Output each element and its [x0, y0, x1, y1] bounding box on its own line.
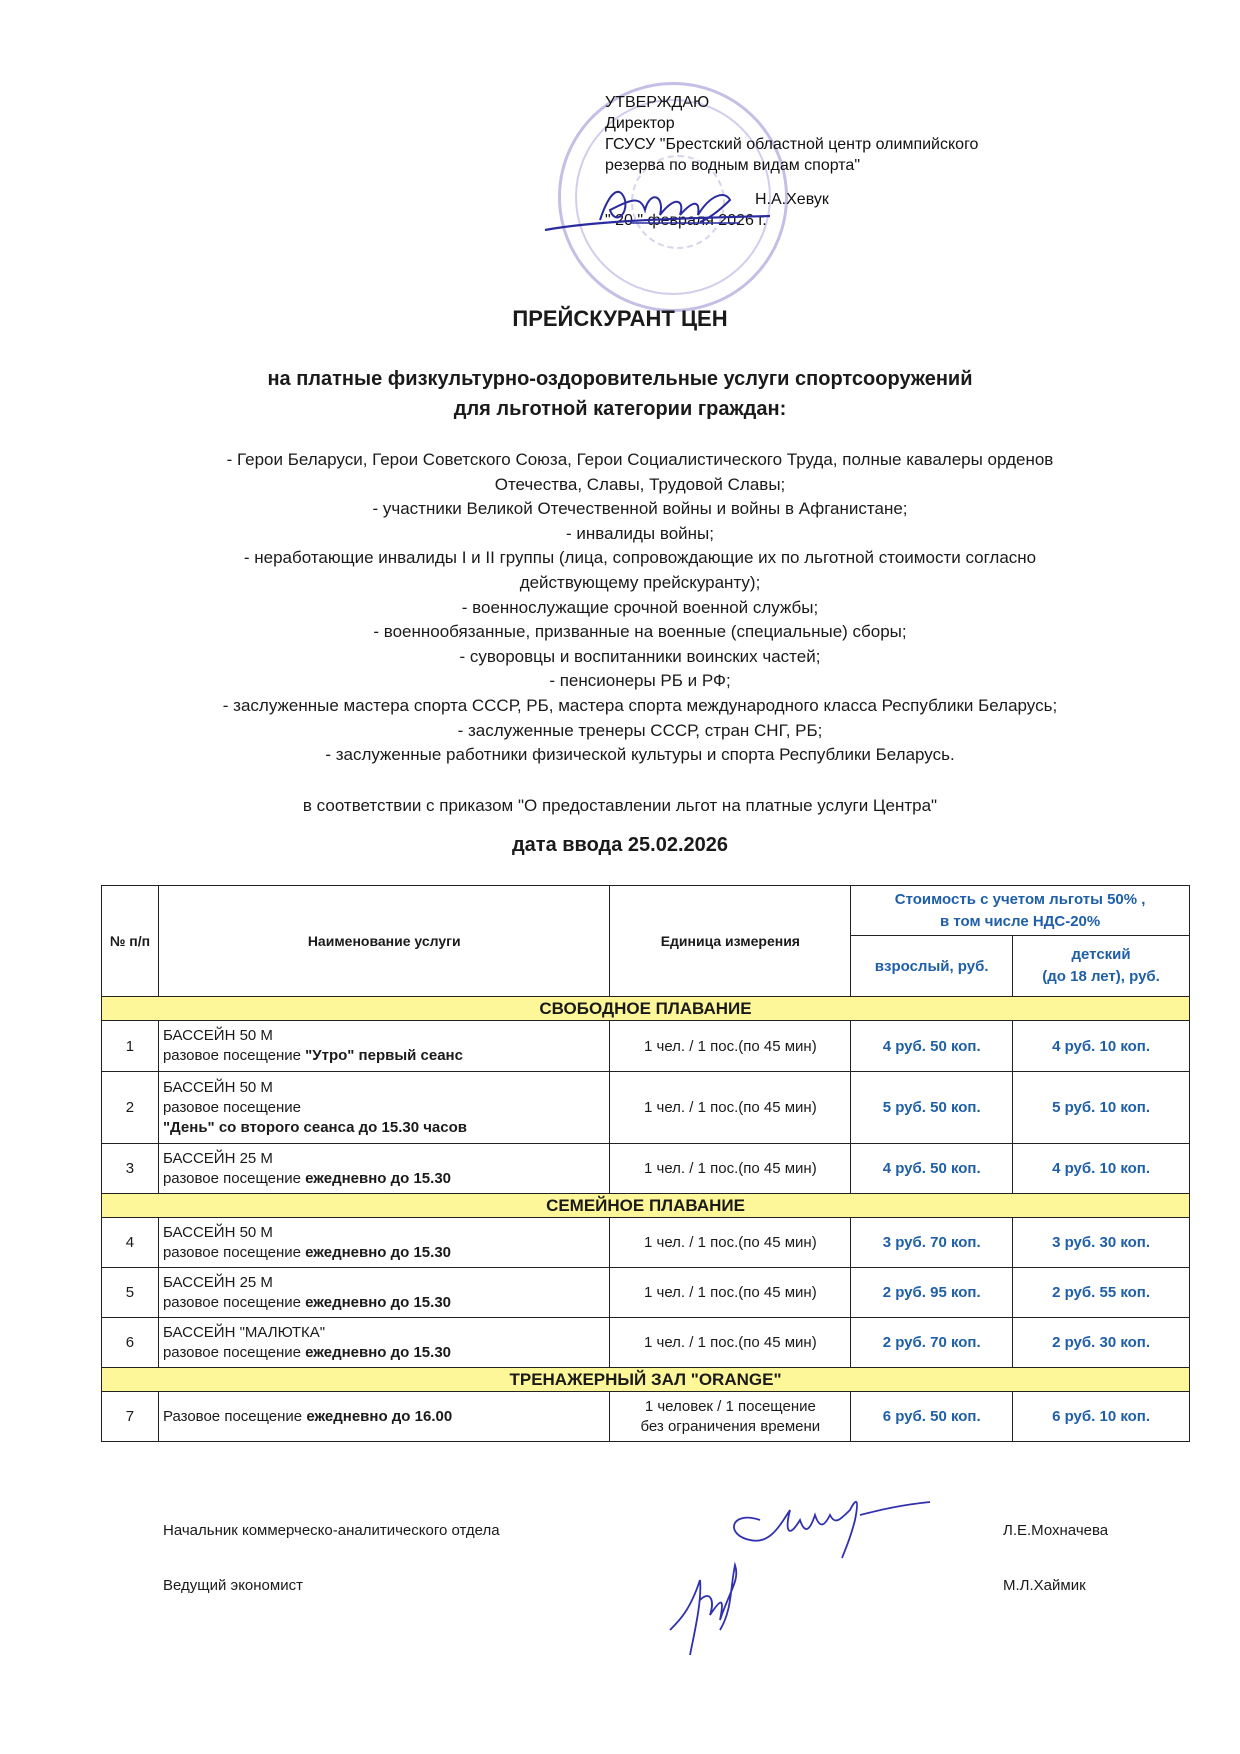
director-signature-icon: [540, 180, 780, 240]
category-item: - заслуженные мастера спорта СССР, РБ, мастера спорта международного класса Республики Беларусь;: [222, 695, 1058, 715]
header-num: № п/п: [102, 886, 159, 997]
category-item: - заслуженные тренеры СССР, стран СНГ, РБ;: [457, 720, 823, 740]
adult-price: 4 руб. 50 коп.: [851, 1144, 1013, 1194]
table-row: 6 БАССЕЙН "МАЛЮТКА" разовое посещение ежедневно до 15.30 1 чел. / 1 пос.(по 45 мин) 2 руб. 70 коп. 2 руб. 30 коп.: [102, 1318, 1190, 1368]
table-row: 1 БАССЕЙН 50 М разовое посещение "Утро" первый сеанс 1 чел. / 1 пос.(по 45 мин) 4 руб. 50 коп. 4 руб. 10 коп.: [102, 1021, 1190, 1072]
section-header: СВОБОДНОЕ ПЛАВАНИЕ: [102, 997, 1190, 1021]
signature-name-2: М.Л.Хаймик: [1003, 1577, 1086, 1594]
signature-icon: [660, 1560, 780, 1660]
order-reference: в соответствии с приказом "О предоставлении льгот на платные услуги Центра": [302, 796, 938, 815]
approval-heading: УТВЕРЖДАЮ: [605, 94, 710, 111]
signature-icon: [720, 1490, 950, 1560]
page-title: ПРЕЙСКУРАНТ ЦЕН: [512, 306, 728, 331]
page-subtitle: [0, 364, 1240, 424]
adult-price: 3 руб. 70 коп.: [851, 1218, 1013, 1268]
category-item: - неработающие инвалиды I и II группы (лица, сопровождающие их по льготной стоимости согласно: [243, 548, 1037, 568]
table-row: 4 БАССЕЙН 50 М разовое посещение ежедневно до 15.30 1 чел. / 1 пос.(по 45 мин) 3 руб. 70 коп. 3 руб. 30 коп.: [102, 1218, 1190, 1268]
beneficiary-categories: [120, 448, 1160, 768]
header-cost-group: Стоимость с учетом льготы 50% , в том числе НДС-20%: [851, 886, 1190, 936]
section-header: СЕМЕЙНОЕ ПЛАВАНИЕ: [102, 1194, 1190, 1218]
subtitle-line1: на платные физкультурно-оздоровительные услуги спортсооружений: [267, 368, 973, 390]
category-item: - заслуженные работники физической культуры и спорта Республики Беларусь.: [325, 745, 955, 765]
category-item: - участники Великой Отечественной войны и войны в Афганистане;: [372, 499, 908, 519]
adult-price: 6 руб. 50 коп.: [851, 1392, 1013, 1442]
section-header: ТРЕНАЖЕРНЫЙ ЗАЛ "ORANGE": [102, 1368, 1190, 1392]
header-name: Наименование услуги: [158, 886, 610, 997]
category-item: - военнослужащие срочной военной службы;: [461, 597, 819, 617]
adult-price: 2 руб. 70 коп.: [851, 1318, 1013, 1368]
table-row: 7 Разовое посещение ежедневно до 16.00 1 человек / 1 посещение без ограничения времени 6 руб. 50 коп. 6 руб. 10 коп.: [102, 1392, 1190, 1442]
child-price: 2 руб. 55 коп.: [1013, 1268, 1190, 1318]
table-row: 2 БАССЕЙН 50 М разовое посещение "День" со второго сеанса до 15.30 часов 1 чел. / 1 пос.(по 45 мин) 5 руб. 50 коп. 5 руб. 10 коп.: [102, 1072, 1190, 1144]
header-adult: взрослый, руб.: [851, 936, 1013, 997]
price-table: [101, 885, 1190, 1442]
signature-position: Ведущий экономист: [163, 1577, 303, 1594]
child-price: 2 руб. 30 коп.: [1013, 1318, 1190, 1368]
adult-price: 2 руб. 95 коп.: [851, 1268, 1013, 1318]
signature-position: Начальник коммерческо-аналитического отдела: [163, 1522, 500, 1539]
child-price: 3 руб. 30 коп.: [1013, 1218, 1190, 1268]
header-unit: Единица измерения: [610, 886, 851, 997]
signature-name-1: Л.Е.Мохначева: [1003, 1522, 1109, 1539]
approval-org-line1: ГСУСУ "Брестский областной центр олимпийского: [605, 136, 979, 153]
signature-row-1: [163, 1522, 500, 1539]
signature-row-2: [163, 1577, 303, 1594]
category-item: - инвалиды войны;: [566, 523, 714, 543]
effective-date: дата ввода 25.02.2026: [511, 834, 729, 856]
category-item: - Герои Беларуси, Герои Советского Союза, Герои Социалистического Труда, полные кавалеры орденов: [226, 450, 1054, 469]
approval-signatory: Н.А.Хевук: [755, 191, 829, 208]
child-price: 4 руб. 10 коп.: [1013, 1021, 1190, 1072]
child-price: 5 руб. 10 коп.: [1013, 1072, 1190, 1144]
category-item: Отечества, Славы, Трудовой Славы;: [494, 474, 786, 494]
header-child: детский (до 18 лет), руб.: [1013, 936, 1190, 997]
approval-position: Директор: [605, 115, 675, 132]
category-item: действующему прейскуранту);: [519, 572, 761, 592]
adult-price: 4 руб. 50 коп.: [851, 1021, 1013, 1072]
subtitle-line2: для льготной категории граждан:: [453, 398, 787, 420]
child-price: 4 руб. 10 коп.: [1013, 1144, 1190, 1194]
table-row: 3 БАССЕЙН 25 М разовое посещение ежедневно до 15.30 1 чел. / 1 пос.(по 45 мин) 4 руб. 50 коп. 4 руб. 10 коп.: [102, 1144, 1190, 1194]
category-item: - пенсионеры РБ и РФ;: [549, 671, 731, 691]
child-price: 6 руб. 10 коп.: [1013, 1392, 1190, 1442]
category-item: - суворовцы и воспитанники воинских частей;: [459, 646, 821, 666]
table-row: 5 БАССЕЙН 25 М разовое посещение ежедневно до 15.30 1 чел. / 1 пос.(по 45 мин) 2 руб. 95 коп. 2 руб. 55 коп.: [102, 1268, 1190, 1318]
approval-org-line2: резерва по водным видам спорта": [605, 157, 861, 174]
approval-date: " 20 " февраля 2026 г.: [605, 212, 767, 229]
adult-price: 5 руб. 50 коп.: [851, 1072, 1013, 1144]
category-item: - военнообязанные, призванные на военные (специальные) сборы;: [373, 622, 907, 642]
